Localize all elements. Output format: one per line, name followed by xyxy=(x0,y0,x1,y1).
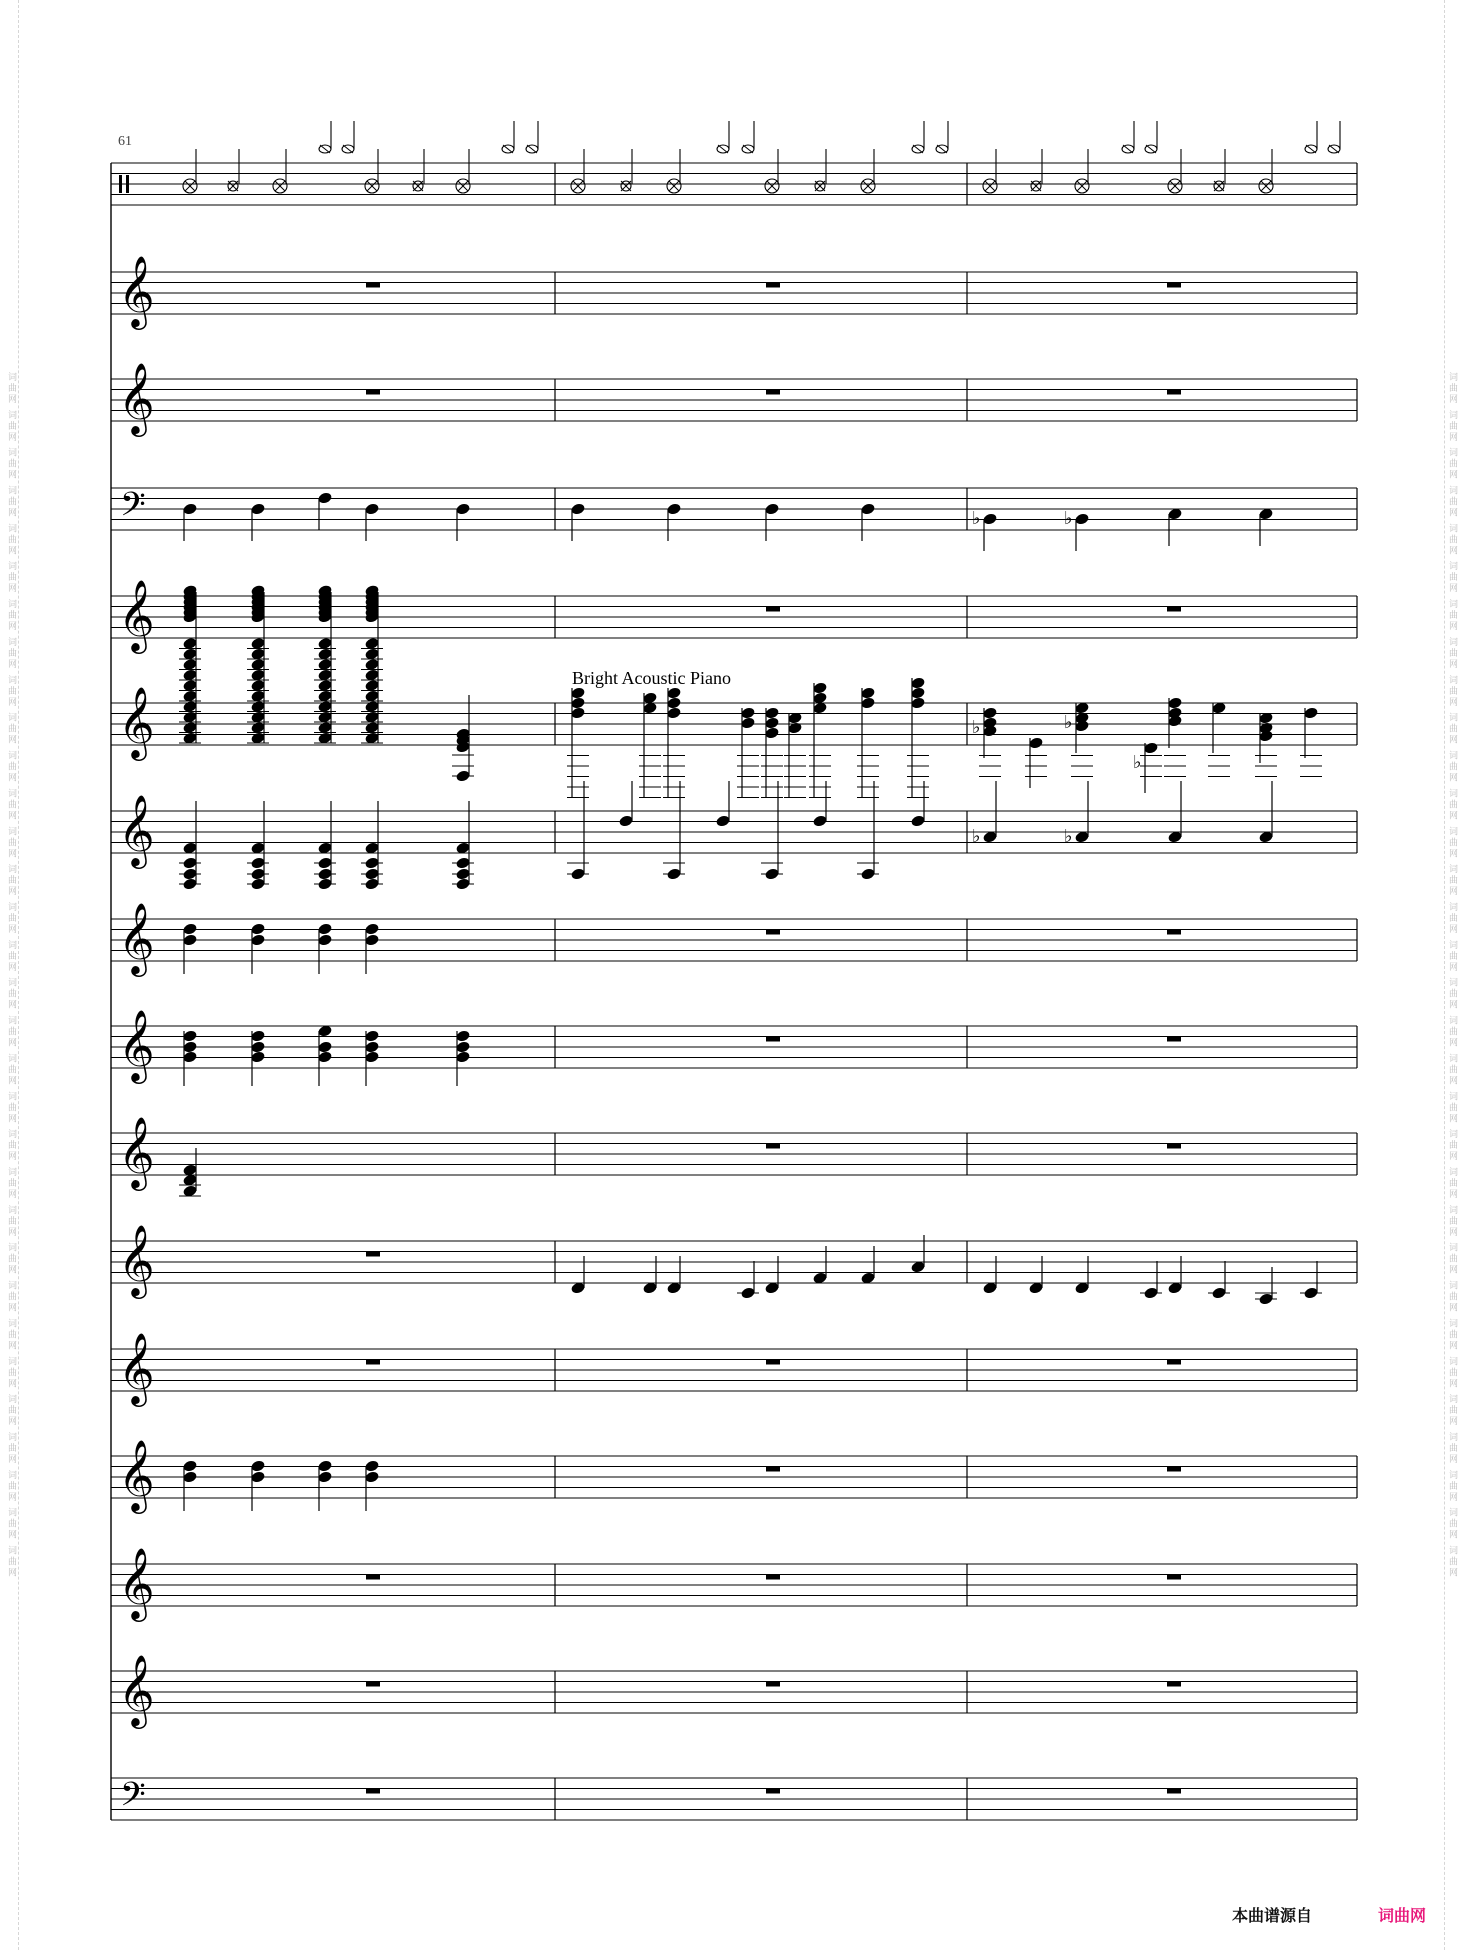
whole-rest xyxy=(766,1575,780,1580)
whole-rest xyxy=(766,390,780,395)
footer-site-name: 词曲网 xyxy=(1378,1906,1427,1925)
whole-rest xyxy=(366,1360,380,1365)
treble-clef-icon: 𝄞 xyxy=(118,361,155,434)
instrument-label: Bright Acoustic Piano xyxy=(572,668,731,688)
whole-rest xyxy=(766,1682,780,1687)
whole-rest xyxy=(1167,1575,1181,1580)
whole-rest xyxy=(1167,930,1181,935)
whole-rest xyxy=(1167,1467,1181,1472)
whole-rest xyxy=(1167,283,1181,288)
whole-rest xyxy=(366,1789,380,1794)
flat-sign-icon: ♭ xyxy=(1064,826,1073,847)
whole-rest xyxy=(766,283,780,288)
treble-clef-icon: 𝄞 xyxy=(118,1331,155,1404)
whole-rest xyxy=(1167,1360,1181,1365)
flat-sign-icon: ♭ xyxy=(972,717,981,738)
left-watermark-strip: 词曲网 词曲网 词曲网 词曲网 词曲网 词曲网 词曲网 词曲网 词曲网 词曲网 词曲网 词曲网 词曲网 词曲网 词曲网 词曲网 词曲网 词曲网 词曲网 词曲网 词曲网 词曲网 词曲网 词曲网 词曲网 词曲网 词曲网 词曲网 词曲网 词曲网 词曲网 词曲网 xyxy=(4,0,19,1950)
whole-rest xyxy=(766,1037,780,1042)
treble-clef-icon: 𝄞 xyxy=(118,1223,155,1296)
treble-clef-icon: 𝄞 xyxy=(118,1438,155,1511)
whole-rest xyxy=(766,1144,780,1149)
percussion-clef-icon xyxy=(119,175,122,193)
treble-clef-icon: 𝄞 xyxy=(118,578,155,651)
bass-clef-icon: 𝄢 xyxy=(120,486,146,532)
treble-clef-icon: 𝄞 xyxy=(118,685,155,758)
whole-rest xyxy=(366,1575,380,1580)
measure-number: 61 xyxy=(118,134,132,149)
whole-rest xyxy=(366,283,380,288)
treble-clef-icon: 𝄞 xyxy=(118,1115,155,1188)
right-watermark-strip: 词曲网 词曲网 词曲网 词曲网 词曲网 词曲网 词曲网 词曲网 词曲网 词曲网 词曲网 词曲网 词曲网 词曲网 词曲网 词曲网 词曲网 词曲网 词曲网 词曲网 词曲网 词曲网 词曲网 词曲网 词曲网 词曲网 词曲网 词曲网 词曲网 词曲网 词曲网 词曲网 xyxy=(1444,0,1459,1950)
whole-rest xyxy=(366,1682,380,1687)
whole-rest xyxy=(1167,1144,1181,1149)
whole-rest xyxy=(1167,1682,1181,1687)
treble-clef-icon: 𝄞 xyxy=(118,901,155,974)
percussion-clef-icon xyxy=(126,175,129,193)
whole-rest xyxy=(1167,390,1181,395)
flat-sign-icon: ♭ xyxy=(1133,752,1142,773)
whole-rest xyxy=(366,390,380,395)
footer-source-text: 本曲谱源自 xyxy=(1232,1906,1313,1925)
flat-sign-icon: ♭ xyxy=(972,826,981,847)
whole-rest xyxy=(366,1252,380,1257)
whole-rest xyxy=(766,1789,780,1794)
bass-clef-icon: 𝄢 xyxy=(120,1776,146,1822)
treble-clef-icon: 𝄞 xyxy=(118,1653,155,1726)
whole-rest xyxy=(766,930,780,935)
whole-rest xyxy=(766,607,780,612)
whole-rest xyxy=(1167,1037,1181,1042)
flat-sign-icon: ♭ xyxy=(1064,508,1073,529)
flat-sign-icon: ♭ xyxy=(972,508,981,529)
treble-clef-icon: 𝄞 xyxy=(118,1546,155,1619)
whole-rest xyxy=(766,1360,780,1365)
whole-rest xyxy=(1167,607,1181,612)
treble-clef-icon: 𝄞 xyxy=(118,254,155,327)
whole-rest xyxy=(1167,1789,1181,1794)
treble-clef-icon: 𝄞 xyxy=(118,1008,155,1081)
flat-sign-icon: ♭ xyxy=(1064,712,1073,733)
whole-rest xyxy=(766,1467,780,1472)
treble-clef-icon: 𝄞 xyxy=(118,793,155,866)
